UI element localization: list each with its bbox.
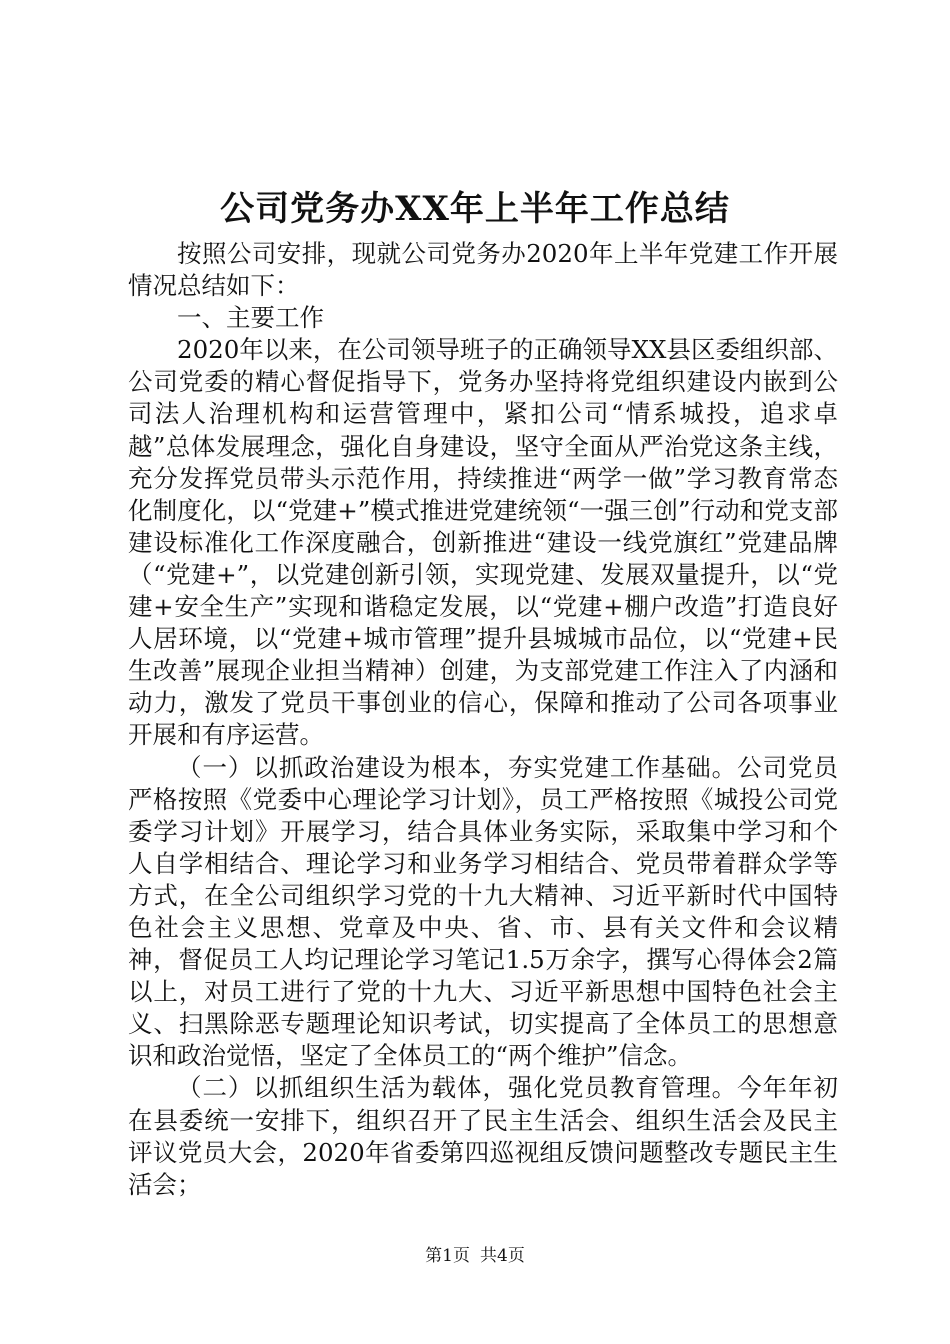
- paragraph-organizational-life: （二）以抓组织生活为载体，强化党员教育管理。今年年初在县委统一安排下，组织召开了民主生活会、组织生活会及民主评议党员大会，2020年省委第四巡视组反馈问题整改专题民主生活会；: [128, 1073, 838, 1199]
- page-number-current: 第1页: [425, 1246, 470, 1266]
- document-body: [128, 238, 838, 1201]
- page-footer: [0, 1244, 950, 1268]
- page-number-total: 共4页: [480, 1246, 525, 1266]
- paragraph-intro: 按照公司安排，现就公司党务办2020年上半年党建工作开展情况总结如下：: [128, 239, 838, 301]
- section-heading-main-work: 一、主要工作: [177, 303, 324, 333]
- paragraph-overview: 2020年以来，在公司领导班子的正确领导XX县区委组织部、公司党委的精心督促指导下，党务办坚持将党组织建设内嵌到公司法人治理机构和运营管理中，紧扣公司“情系城投，追求卓越”总体发展理念，强化自身建设，坚守全面从严治党这条主线，充分发挥党员带头示范作用，持续推进“两学一做”学习教育常态化制度化，以“党建+”模式推进党建统领“一强三创”行动和党支部建设标准化工作深度融合，创新推进“建设一线党旗红”党建品牌（“党建+”，以党建创新引领，实现党建、发展双量提升，以“党建+安全生产”实现和谐稳定发展，以“党建+棚户改造”打造良好人居环境，以“党建+城市管理”提升县城城市品位，以“党建+民生改善”展现企业担当精神）创建，为支部党建工作注入了内涵和动力，激发了党员干事创业的信心，保障和推动了公司各项事业开展和有序运营。: [128, 335, 838, 750]
- document-title: 公司党务办XX年上半年工作总结: [220, 189, 730, 229]
- paragraph-political-building: （一）以抓政治建设为根本，夯实党建工作基础。公司党员严格按照《党委中心理论学习计划》，员工严格按照《城投公司党委学习计划》开展学习，结合具体业务实际，采取集中学习和个人自学相结合、理论学习和业务学习相结合、党员带着群众学等方式，在全公司组织学习党的十九大精神、习近平新时代中国特色社会主义思想、党章及中央、省、市、县有关文件和会议精神，督促员工人均记理论学习笔记1.5万余字，撰写心得体会2篇以上，对员工进行了党的十九大、习近平新思想中国特色社会主义、扫黑除恶专题理论知识考试，切实提高了全体员工的思想意识和政治觉悟，坚定了全体员工的“两个维护”信念。: [128, 752, 838, 1071]
